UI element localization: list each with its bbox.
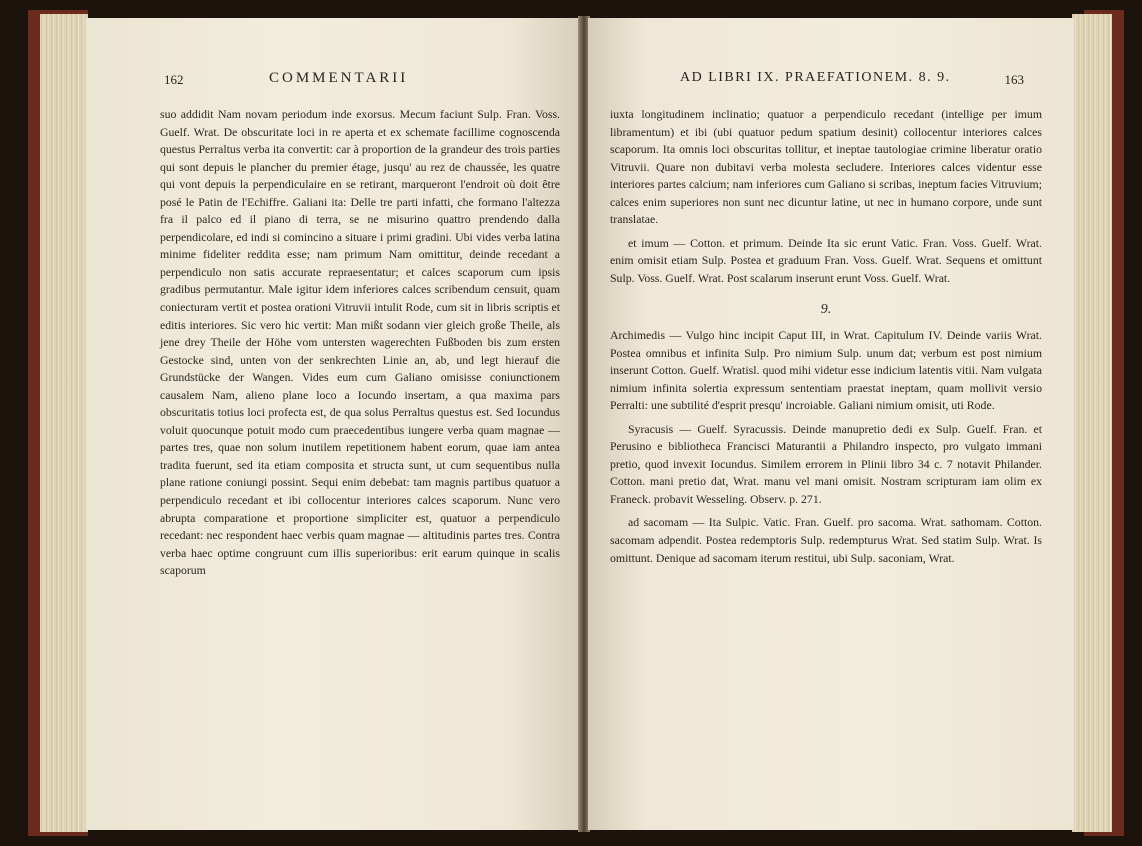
left-page (86, 18, 580, 830)
page-number: 162 (164, 72, 184, 87)
left-page-header (164, 70, 544, 100)
right-page (588, 18, 1074, 830)
running-head: AD LIBRI IX. PRAEFATIONEM. 8. 9. (680, 70, 951, 85)
paragraph: et imum — Cotton. et primum. Deinde Ita sic erunt Vatic. Fran. Voss. Guelf. Wrat. enim omisit etiam Sulp. Postea et graduum Fran. Voss. Guelf. Wrat. Sequens et omittunt Sulp. Voss. Guelf. Wrat. Post scalarum inserunt erunt Voss. Guelf. Wrat. (610, 235, 1042, 285)
left-page-body (160, 106, 560, 580)
paragraph: Archimedis — Vulgo hinc incipit Caput III, in Wrat. Capitulum IV. Deinde variis Wrat. Postea omnibus et infinita Sulp. Pro nimium Sulp. unum dat; verbum est post nimium inserunt Cotton. Guelf. Wratisl. quod mihi videtur esse indicium latentis vitii. Nam vulgata nimium infinita solertia expressum sententiam praestat ineptam, quam mollivit versio Perralti: une subtilité d'esprit presqu' incroiable. Galiani nimium omisit, uti Rode. (610, 328, 1042, 413)
paragraph: suo addidit Nam novam periodum inde exorsus. Mecum faciunt Sulp. Fran. Voss. Guelf. Wrat. De obscuritate loci in re aperta et ex schemate facillime cognoscenda questus Perraltus verba ita convertit: car à proportion de la grandeur des trois parties qui sont depuis le plancher du premier étage, jusqu' au rez de chaussée, les quatre qui vont depuis la perpendiculaire en se retirant, marqueront l'endroit où doit être posé le Patin de l'Echiffre. Galiani ita: Delle tre parti infatti, che formano l'altezza fra il palco ed il piano di terra, se ne misurino quattro prendendo dalla perpendicolare, ed indi si comincino a situare i primi gradini. Ubi vides verba latina minime fideliter reddita esse; nam primum Nam omittitur, deinde recedant a perpendiculo non satis accurate repraesentatur; et calces scaporum cum ipsis gradibus permutantur. Male igitur idem inferiores calces scribendum censuit, quam coniecturam vertit et postea orationi Vitruvii intulit Rode, cum sit in libris scriptis et editis interiores. Sic vero hic vertit: Man mißt sodann vier gleich große Theile, als jene drey Theile der Höhe vom untersten wagerechten Fußboden bis zum ersten Gestocke sind, unten von der senkrechten Linie an, ab, und legt hierauf die Grundstücke der Wangen. Vides eum cum Galiano omisisse coniunctionem causalem Nam, alieno plane loco a Iocundo insertam, a qua maxima pars obscuritatis totius loci profecta est, de qua solus Perraltus questus est. Sed Iocundus voluit quocunque potuit modo cum praecedentibus iungere verba quam magnae — partes tres, quae non solum inutilem repetitionem habent eorum, quae iam antea tradita fuerunt, sed ita etiam composita et structa sunt, ut cum sequentibus nulla plane ratione coniungi possint. Sequi enim debebat: tam magnis partibus quatuor a perpendiculo recedant et ibi collocentur interiores calces scaporum. Nunc vero abrupta comparatione et proportione simpliciter est, quatuor a perpendiculo recedant: nec respondent haec verbis quam magnae — altitudinis partes tres. Contra verba haec optime congruunt cum illis superioribus: erit earum quinque in scalis scaporum (160, 107, 560, 578)
right-page-body (610, 106, 1042, 567)
section-number: 9. (820, 302, 832, 318)
running-head: COMMENTARII (269, 70, 409, 86)
page-edges-left (40, 14, 88, 832)
paragraph: Syracusis — Guelf. Syracussis. Deinde manupretio dedi ex Sulp. Guelf. Fran. et Perusino e bibliotheca Francisci Maturantii a Philandro inspecto, pro vulgato immani pretio, quod invexit Iocundus. Similem errorem in Plinii libro 34 c. 7 notavit Philander. Cotton. mani pretio dat, Wrat. manu vel mani omisit. Nostram scripturam iam olim ex Franeck. probavit Wesseling. Observ. p. 271. (610, 421, 1042, 506)
page-number: 163 (1004, 72, 1024, 87)
paragraph: ad sacomam — Ita Sulpic. Vatic. Fran. Guelf. pro sacoma. Wrat. sathomam. Cotton. sacomam adpendit. Postea redemptoris Sulp. redempturus Wrat. Sed statim Sulp. Wrat. Is omittunt. Denique ad sacomam iterum restitui, ubi Sulp. saconiam, Wrat. (610, 515, 1042, 565)
paragraph: iuxta longitudinem inclinatio; quatuor a perpendiculo recedant (intellige per imum libramentum) et ibi (ubi quatuor pedum spatium desinit) collocentur interiores calces scaporum. Ita omnis loci obscuritas tollitur, et ineptae tautologiae crimine liberatur oratio Vitruvii. Quare non dubitavi verba molesta secludere. Interiores calces videntur esse interiores partes calcium; nam inferiores cum Galiano si scribas, ineptum facies Vitruvium; calces enim superiores non sunt nec dicuntur latine, ut nec in humano corpore, unde sunt translatae. (610, 107, 1042, 227)
right-page-header (624, 70, 1024, 100)
page-edges-right (1072, 14, 1112, 832)
